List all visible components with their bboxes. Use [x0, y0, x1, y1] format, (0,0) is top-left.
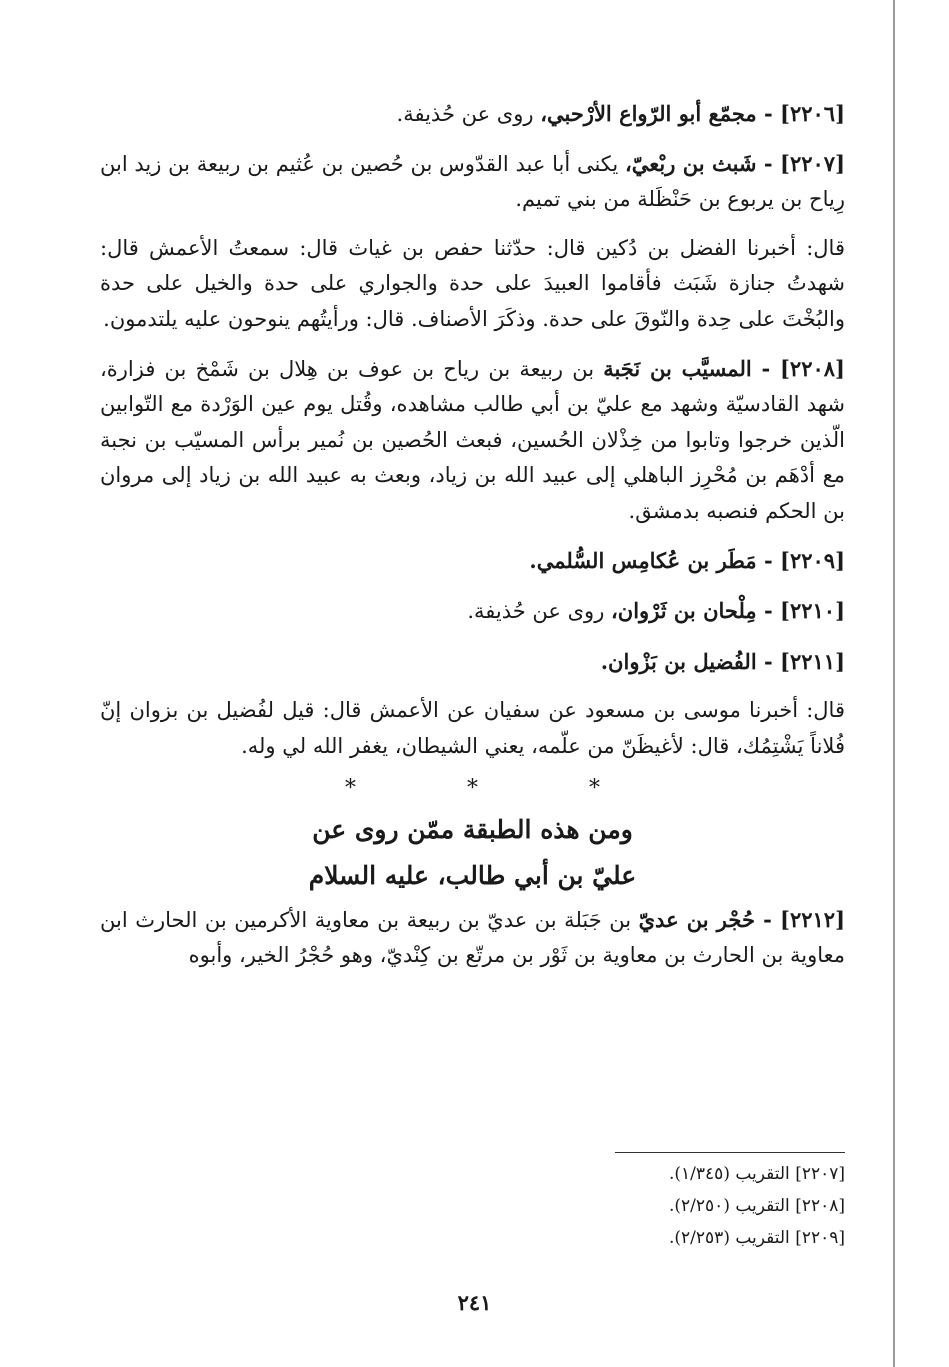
narration-paragraph [100, 231, 845, 338]
footnote: [٢٢٠٩] التقريب (٢/٢٥٣). [669, 1228, 845, 1248]
footnote: [٢٢٠٧] التقريب (١/٣٤٥). [669, 1164, 845, 1184]
entry-heading: [٢٢٠٨] - المسيَّب بن نَجَبة [603, 355, 845, 381]
entry-2209 [100, 543, 845, 580]
entry-heading: [٢٢١٢] - حُجْر بن عديّ [638, 906, 845, 932]
entry-2206 [100, 96, 845, 133]
entry-heading: [٢٢٠٩] - مَطَر بن عُكامِس السُّلمي. [529, 547, 845, 573]
section-heading-line-2: عليّ بن أبي طالب، عليه السلام [308, 860, 637, 890]
entry-heading: [٢٢٠٧] - شَبث بن ربْعيّ، [624, 150, 845, 176]
entry-2211 [100, 644, 845, 681]
entry-heading: [٢٢٠٦] - مجمّع أبو الرّواع الأرْحبي، [540, 101, 845, 126]
entry-text: بن ربيعة بن رياح بن عوف بن هِلال بن شَمْخ بن فزارة، شهد القادسيّة وشهد مع عليّ بن أبي طالب مشاهده، وقُتل يوم عين الوَرْدة مع التّوابين الّذين خرجوا وتابوا من خِذْلان الحُسين، فبعث الحُصين بن نُمير برأس المسيّب بن نجبة مع أدْهَم بن مُحْرِز الباهلي إلى عبيد الله بن زياد، وبعث به عبيد الله بن زياد إلى مروان بن الحكم فنصبه بدمشق. [100, 356, 845, 523]
entry-2210 [100, 593, 845, 630]
entry-text: روى عن حُذيفة. [467, 599, 612, 624]
entry-2212 [100, 902, 845, 974]
page-body [100, 96, 845, 987]
entry-text: قال: أخبرنا الفضل بن دُكين قال: حدّثنا حفص بن غياث قال: سمعتُ الأعمش قال: شهدتُ جنازة شَبَث فأقاموا العبيدَ على حدة والجواري على حدة والخيل على حدة والبُخْتَ على حِدة والنّوقَ على حدة. وذكَرَ الأصناف. قال: ورأيتُهم ينوحون عليه يلتدمون. [100, 235, 845, 331]
entry-2208 [100, 351, 845, 530]
entry-heading: [٢٢١٠] - مِلْحان بن ثَرْوان، [611, 598, 845, 624]
footnote-separator [100, 1152, 845, 1153]
entry-text: روى عن حُذيفة. [396, 102, 541, 126]
section-heading-line-1: ومن هذه الطبقة ممّن روى عن [312, 814, 633, 844]
footnotes [100, 1160, 845, 1256]
entry-heading: [٢٢١١] - الفُضيل بن بَزْوان. [600, 648, 845, 674]
narration-paragraph [100, 693, 845, 764]
page-edge-line [893, 0, 895, 1367]
entry-text: قال: أخبرنا موسى بن مسعود عن سفيان عن الأعمش قال: قيل لفُضيل بن بزوان إنّ فُلاناً يَشْتِمُك، قال: لأغيظَنّ من علّمه، يعني الشيطان، يغفر الله لي وله. [100, 698, 845, 758]
entry-text: بن جَبَلة بن عديّ بن ربيعة بن معاوية الأكرمين بن الحارث ابن معاوية بن الحارث بن معاوية بن ثَوْر بن مرتّع بن كِنْديّ، وهو حُجْرُ الخير، وأبوه [100, 907, 845, 968]
page-number: ٢٤١ [457, 1290, 492, 1315]
entry-text: يكنى أبا عبد القدّوس بن حُصين بن عُثيم بن ربيعة بن زيد ابن رِياح بن يربوع بن حَنْظَلة من بني تميم. [100, 151, 845, 212]
footnote: [٢٢٠٨] التقريب (٢/٢٥٠). [669, 1196, 845, 1216]
entry-2207 [100, 146, 845, 218]
section-separator-stars: * * * [345, 775, 652, 801]
